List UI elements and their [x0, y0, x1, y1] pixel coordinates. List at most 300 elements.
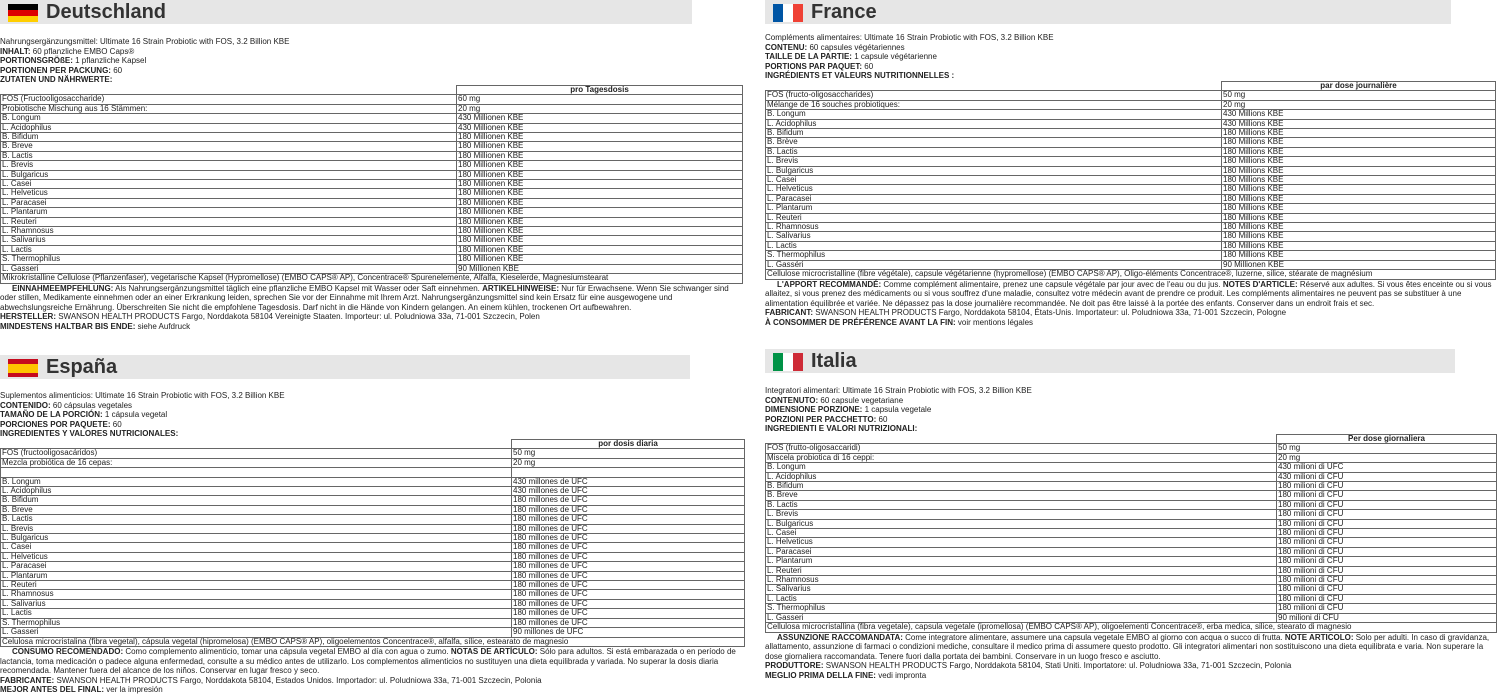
ingredient-cell: B. Bifidum [766, 482, 1277, 491]
table-header-row [1, 439, 745, 448]
table-row [766, 119, 1496, 128]
fact-line [0, 401, 745, 411]
table-row [1, 142, 743, 151]
table-row [766, 100, 1496, 109]
table-row [1, 581, 745, 590]
fact-line [765, 43, 1500, 53]
best-before-label: MINDESTENS HALTBAR BIS ENDE: [0, 321, 136, 331]
other-ingredients: Mikrokristalline Cellulose (Pflanzenfaser), vegetarische Kapsel (Hypromellose) (EMBO CAPS® AP), Concentrace® Spurenelemente, Alfalfa, Kieselerde, Magnesiumstearat [1, 274, 743, 283]
amount-cell: 180 Millionen KBE [457, 133, 743, 142]
amount-cell: 180 Millions KBE [1222, 194, 1496, 203]
amount-cell: 180 Millionen KBE [457, 170, 743, 179]
ingredient-cell: B. Longum [766, 110, 1222, 119]
usage-label: ASSUNZIONE RACCOMANDATA: [777, 632, 903, 642]
amount-cell: 180 Millions KBE [1222, 241, 1496, 250]
ingredient-cell: B. Lactis [766, 147, 1222, 156]
usage-value: Comme complément alimentaire, prenez une capsule végétale par jour avec de l'eau ou du jus. [881, 279, 1223, 289]
ingredient-cell: L. Rhamnosus [766, 576, 1277, 585]
ingredient-cell: L. Casei [766, 176, 1222, 185]
fact-label: CONTENIDO: [0, 400, 51, 410]
table-row [766, 566, 1497, 575]
table-row [1, 477, 745, 486]
amount-cell: 430 millones de UFC [512, 487, 745, 496]
fact-label: TAILLE DE LA PARTIE: [765, 52, 852, 62]
manufacturer-line [0, 676, 744, 686]
amount-cell: 180 Millionen KBE [457, 217, 743, 226]
table-row [766, 604, 1497, 613]
fact-label: INGREDIENTI E VALORI NUTRIZIONALI: [765, 424, 918, 434]
ingredient-cell: L. Reuteri [766, 566, 1277, 575]
ingredient-cell: FOS (Fructooligosaccharide) [1, 95, 457, 104]
fact-label: CONTENU: [765, 42, 808, 52]
table-row [1, 114, 743, 123]
table-row [766, 491, 1497, 500]
usage-label: L'APPORT RECOMMANDÉ: [777, 279, 882, 289]
amount-cell: 180 millones de UFC [512, 496, 745, 505]
ingredient-cell: L. Gasseri [766, 613, 1277, 622]
ingredient-cell: L. Paracasei [1, 562, 512, 571]
ingredient-cell: L. Helveticus [1, 552, 512, 561]
amount-cell: 20 mg [1222, 100, 1496, 109]
table-row [1, 515, 745, 524]
table-row [766, 510, 1497, 519]
panel-deutschland [0, 0, 745, 345]
table-row [766, 251, 1496, 260]
panel-title: España [46, 356, 118, 378]
ingredient-cell: L. Lactis [766, 241, 1222, 250]
table-row [766, 529, 1497, 538]
amount-cell: 180 Millionen KBE [457, 245, 743, 254]
ingredient-cell: L. Bulgaricus [1, 534, 512, 543]
table-row [766, 194, 1496, 203]
best-before-line [765, 671, 1496, 681]
usage-value: Als Nahrungsergänzungsmittel täglich eine pflanzliche EMBO Kapsel mit Wasser oder Saft einnehmen. [113, 283, 483, 293]
usage-value: Come integratore alimentare, assumere una capsula vegetale EMBO al giorno con acqua o succo di frutta. [902, 632, 1285, 642]
table-row [766, 260, 1496, 269]
ingredient-cell: S. Thermophilus [1, 618, 512, 627]
spain-flag-icon [8, 359, 38, 377]
table-row [1, 227, 743, 236]
nutrition-table [765, 434, 1497, 633]
amount-cell: 180 Millionen KBE [457, 180, 743, 189]
other-ingredients: Celulosa microcristalina (fibra vegetal), cápsula vegetal (hipromelosa) (EMBO CAPS® AP), oligoelementos Concentrace®, alfalfa, sílice, estearato de magnesio [1, 637, 745, 646]
table-row [1, 552, 745, 561]
best-before-value: vedi impronta [875, 670, 927, 680]
manufacturer-label: FABRICANTE: [0, 675, 55, 685]
table-row [766, 482, 1497, 491]
fact-line [765, 52, 1500, 62]
amount-cell: 180 milioni di CFU [1277, 585, 1497, 594]
ingredient-cell: L. Plantarum [1, 571, 512, 580]
table-row [1, 609, 745, 618]
table-row [766, 472, 1497, 481]
amount-cell: 180 Millionen KBE [457, 236, 743, 245]
table-row [1, 180, 743, 189]
usage-text [765, 280, 1495, 309]
nutrition-table [0, 439, 745, 647]
ingredient-cell: L. Paracasei [766, 547, 1277, 556]
ingredient-cell: L. Rhamnosus [1, 227, 457, 236]
ingredient-cell: L. Acidophilus [1, 123, 457, 132]
panel-header [765, 349, 1455, 373]
ingredient-cell: B. Lactis [1, 151, 457, 160]
ingredient-cell: L. Plantarum [766, 204, 1222, 213]
fact-line [765, 424, 1500, 434]
amount-cell: 180 Millions KBE [1222, 185, 1496, 194]
other-ingredients-row [1, 274, 743, 283]
france-flag-icon [773, 4, 803, 22]
other-ingredients-row [1, 637, 745, 646]
fact-label: DIMENSIONE PORZIONE: [765, 405, 863, 415]
fact-label: PORTIONEN PER PACKUNG: [0, 65, 111, 75]
ingredient-cell: S. Thermophilus [766, 604, 1277, 613]
ingredient-cell: L. Lactis [1, 245, 457, 254]
amount-cell: 180 milioni di CFU [1277, 566, 1497, 575]
amount-cell: 180 Millions KBE [1222, 129, 1496, 138]
ingredient-cell: Probiotische Mischung aus 16 Stämmen: [1, 104, 457, 113]
amount-cell: 180 milioni di CFU [1277, 500, 1497, 509]
ingredient-cell: L. Reuteri [766, 213, 1222, 222]
amount-cell: 180 Millionen KBE [457, 151, 743, 160]
table-row [1, 95, 743, 104]
manufacturer-value: SWANSON HEALTH PRODUCTS Fargo, Norddakota 58104, Stati Uniti. Importatore: ul. Poludniowa 33a, 71-001 Szczecin, Polonia [823, 661, 1292, 671]
ingredient-cell: S. Thermophilus [766, 251, 1222, 260]
amount-cell: 180 Millions KBE [1222, 204, 1496, 213]
ingredient-cell: L. Paracasei [1, 198, 457, 207]
amount-cell: 180 millones de UFC [512, 599, 745, 608]
ingredient-cell: L. Brevis [1, 161, 457, 170]
article-notes-value: Sólo para adultos. Si está embarazada o en período de lactancia, toma medicación o padece alguna enfermedad, consulte a su médico antes de utilizarlo. Los complementos alimenticios no sustituyen una dieta equilibrada y variada. No superar la dosis diaria recomendada. Mantener fuera del alcance de los niños. Conservar en lugar fresco y seco. [0, 646, 736, 676]
notes-block [765, 280, 1495, 328]
other-ingredients-row [766, 623, 1497, 632]
amount-cell: 180 millones de UFC [512, 515, 745, 524]
notes-block [765, 633, 1496, 681]
amount-cell: 180 milioni di CFU [1277, 594, 1497, 603]
amount-cell: 60 mg [457, 95, 743, 104]
table-row [766, 519, 1497, 528]
amount-cell: 430 millones de UFC [512, 477, 745, 486]
amount-cell: 180 Millionen KBE [457, 208, 743, 217]
table-row [1, 151, 743, 160]
manufacturer-line [765, 661, 1496, 671]
best-before-value: voir mentions légales [955, 317, 1034, 327]
fact-value: 1 capsula vegetale [862, 405, 932, 415]
manufacturer-value: SWANSON HEALTH PRODUCTS Fargo, Norddakota 58104, États-Unis. Importateur: ul. Poludniowa 33a, 71-001 Szczecin, Pologne [813, 308, 1287, 318]
ingredient-cell: L. Plantarum [766, 557, 1277, 566]
amount-cell: 180 milioni di CFU [1277, 482, 1497, 491]
table-row [1, 458, 745, 467]
germany-flag-icon [8, 4, 38, 22]
ingredient-cell: L. Rhamnosus [1, 590, 512, 599]
ingredient-cell: L. Brevis [1, 524, 512, 533]
notes-block [0, 647, 744, 695]
fact-label: ZUTATEN UND NÄHRWERTE: [0, 75, 113, 85]
table-row [766, 538, 1497, 547]
article-notes-label: NOTES D'ARTICLE: [1222, 279, 1298, 289]
amount-cell: 180 Millions KBE [1222, 166, 1496, 175]
best-before-label: À CONSOMMER DE PRÉFÉRENCE AVANT LA FIN: [765, 317, 956, 327]
table-row [766, 91, 1496, 100]
table-row [766, 176, 1496, 185]
amount-cell: 430 Millions KBE [1222, 119, 1496, 128]
fact-line [765, 405, 1500, 415]
table-row [1, 543, 745, 552]
fact-label: PORTIONSGRÖßE: [0, 56, 73, 66]
usage-text [0, 647, 744, 676]
table-row [1, 161, 743, 170]
article-notes-label: ARTIKELHINWEISE: [482, 283, 560, 293]
table-header-row [766, 434, 1497, 443]
ingredient-cell: L. Brevis [766, 157, 1222, 166]
best-before-label: MEJOR ANTES DEL FINAL: [0, 685, 105, 695]
fact-value: 60 pflanzliche EMBO Caps® [30, 46, 135, 56]
ingredient-cell: L. Gasséri [766, 260, 1222, 269]
amount-cell: 50 mg [512, 449, 745, 458]
italy-flag-icon [773, 353, 803, 371]
table-header-row [1, 85, 743, 94]
ingredient-cell: B. Lactis [1, 515, 512, 524]
table-row [766, 613, 1497, 622]
table-row [766, 147, 1496, 156]
table-row [1, 599, 745, 608]
table-row [1, 618, 745, 627]
amount-cell: 430 Millions KBE [1222, 110, 1496, 119]
fact-line [0, 429, 745, 439]
ingredient-cell: L. Acidophilus [766, 472, 1277, 481]
other-ingredients: Cellulosa microcristallina (fibra vegetale), capsula vegetale (ipromellosa) (EMBO CAPS® AP), oligoelementi Concentrace®, erba medica, silice, stearato di magnesio [766, 623, 1497, 632]
amount-cell: 180 millones de UFC [512, 581, 745, 590]
ingredient-cell: L. Reuteri [1, 217, 457, 226]
usage-label: CONSUMO RECOMENDADO: [12, 646, 124, 656]
table-row [1, 189, 743, 198]
ingredient-cell: L. Helveticus [766, 185, 1222, 194]
table-row [766, 241, 1496, 250]
amount-cell: 180 millones de UFC [512, 618, 745, 627]
table-row [766, 110, 1496, 119]
table-row [1, 264, 743, 273]
product-intro: Compléments alimentaires: Ultimate 16 Strain Probiotic with FOS, 3.2 Billion KBE [765, 33, 1054, 42]
amount-cell: 180 milioni di CFU [1277, 557, 1497, 566]
amount-cell: 180 milioni di CFU [1277, 604, 1497, 613]
nutrition-table [765, 81, 1496, 280]
table-row [766, 129, 1496, 138]
table-row [766, 453, 1497, 462]
article-notes-label: NOTAS DE ARTÍCULO: [450, 646, 538, 656]
ingredient-cell: L. Plantarum [1, 208, 457, 217]
table-row [766, 444, 1497, 453]
best-before-line [0, 322, 742, 332]
ingredient-cell: L. Acidophilus [766, 119, 1222, 128]
ingredient-cell: L. Helveticus [1, 189, 457, 198]
amount-cell: 180 millones de UFC [512, 543, 745, 552]
table-row [1, 524, 745, 533]
panel-italia [765, 349, 1500, 686]
ingredient-cell: Mezcla probiótica de 16 cepas: [1, 458, 512, 467]
notes-block [0, 284, 742, 332]
manufacturer-line [0, 312, 742, 322]
amount-cell: 180 milioni di CFU [1277, 547, 1497, 556]
fact-value: 1 pflanzliche Kapsel [72, 56, 147, 66]
ingredient-cell: L. Bulgaricus [1, 170, 457, 179]
table-row [1, 133, 743, 142]
fact-value: 60 capsule vegetariane [818, 395, 904, 405]
table-row [766, 585, 1497, 594]
ingredient-cell: L. Casei [766, 529, 1277, 538]
ingredient-cell: L. Gasseri [1, 264, 457, 273]
amount-cell: 180 milioni di CFU [1277, 510, 1497, 519]
table-row [766, 463, 1497, 472]
fact-value: 60 [110, 65, 123, 75]
ingredient-cell: Miscela probiotica di 16 ceppi: [766, 453, 1277, 462]
table-row [766, 576, 1497, 585]
amount-cell: 90 Millionen KBE [1222, 260, 1496, 269]
best-before-line [765, 318, 1495, 328]
table-row [1, 628, 745, 637]
table-row [1, 562, 745, 571]
amount-cell: 180 milioni di CFU [1277, 538, 1497, 547]
ingredient-cell: S. Thermophilus [1, 255, 457, 264]
manufacturer-label: PRODUTTORE: [765, 661, 824, 671]
fact-value: 1 capsule végétarienne [851, 52, 937, 62]
table-row [1, 198, 743, 207]
panel-title: Deutschland [46, 1, 167, 23]
fact-label: PORTIONS PAR PAQUET: [765, 61, 863, 71]
best-before-label: MEGLIO PRIMA DELLA FINE: [765, 670, 876, 680]
usage-text [0, 284, 742, 313]
fact-line [765, 62, 1500, 72]
amount-cell: 430 Millionen KBE [457, 114, 743, 123]
amount-cell: 180 millones de UFC [512, 505, 745, 514]
amount-cell: 180 Millionen KBE [457, 161, 743, 170]
fact-line [0, 47, 745, 57]
table-row [1, 496, 745, 505]
manufacturer-label: HERSTELLER: [0, 312, 56, 322]
ingredient-cell: B. Brève [766, 138, 1222, 147]
ingredient-cell: B. Breve [1, 505, 512, 514]
ingredient-cell: L. Bulgaricus [766, 519, 1277, 528]
fact-line [765, 415, 1500, 425]
panel-title: France [811, 1, 877, 23]
ingredient-cell [1, 468, 512, 477]
best-before-line [0, 685, 744, 695]
table-row [766, 157, 1496, 166]
table-row [766, 594, 1497, 603]
ingredient-cell: B. Longum [1, 477, 512, 486]
amount-cell: 90 millones de UFC [512, 628, 745, 637]
header-blank-cell [1, 439, 512, 448]
amount-cell: 180 Millions KBE [1222, 223, 1496, 232]
ingredient-cell: Mélange de 16 souches probiotiques: [766, 100, 1222, 109]
article-notes-label: NOTE ARTICOLO: [1284, 632, 1354, 642]
panel-header [0, 355, 690, 379]
table-row [1, 208, 743, 217]
amount-cell: 20 mg [457, 104, 743, 113]
ingredient-cell: L. Gasseri [1, 628, 512, 637]
amount-cell: 20 mg [512, 458, 745, 467]
amount-cell: 180 Millions KBE [1222, 157, 1496, 166]
best-before-value: ver la impresión [104, 685, 163, 695]
fact-value: 1 cápsula vegetal [102, 410, 168, 420]
manufacturer-line [765, 308, 1495, 318]
table-row [1, 104, 743, 113]
column-header: pro Tagesdosis [457, 85, 743, 94]
manufacturer-label: FABRICANT: [765, 308, 813, 318]
table-row [1, 217, 743, 226]
fact-label: PORCIONES POR PAQUETE: [0, 419, 111, 429]
amount-cell: 180 milioni di CFU [1277, 529, 1497, 538]
amount-cell: 180 millones de UFC [512, 609, 745, 618]
other-ingredients-row [766, 270, 1496, 279]
ingredient-cell: L. Paracasei [766, 194, 1222, 203]
article-notes-value: Nur für Erwachsene. Wenn Sie schwanger sind oder stillen, Medikamente einnehmen oder an einer Erkrankung leiden, sprechen Sie vor der Einnahme mit Ihrem Arzt. Nahrungsergänzungsmittel sind kein Ersatz für eine ausgewogene und abwechslungsreiche Ernährung. Überschreiten Sie nicht die empfohlene Tagesdosis. Darf nicht in die Hände von Kindern gelangen. An einem kühlen, trockenen Ort aufbewahren. [0, 283, 729, 312]
amount-cell: 180 Millions KBE [1222, 138, 1496, 147]
column-header: Per dose giornaliera [1277, 434, 1497, 443]
ingredient-cell: B. Breve [766, 491, 1277, 500]
fact-line [0, 56, 745, 66]
ingredient-cell: B. Breve [1, 142, 457, 151]
amount-cell: 180 Millionen KBE [457, 227, 743, 236]
amount-cell: 180 Millions KBE [1222, 213, 1496, 222]
header-blank-cell [766, 434, 1277, 443]
panel-france [765, 0, 1500, 345]
amount-cell: 430 Millionen KBE [457, 123, 743, 132]
fact-line [0, 410, 745, 420]
table-row [766, 557, 1497, 566]
panel-espana [0, 355, 745, 695]
table-row [766, 223, 1496, 232]
ingredient-cell: L. Salivarius [766, 585, 1277, 594]
amount-cell: 180 Millionen KBE [457, 198, 743, 207]
ingredient-cell: FOS (fructo-oligosaccharides) [766, 91, 1222, 100]
table-row [1, 255, 743, 264]
fact-label: INGRÉDIENTS ET VALEURS NUTRITIONNELLES : [765, 71, 955, 81]
amount-cell: 180 Millions KBE [1222, 147, 1496, 156]
amount-cell: 180 millones de UFC [512, 552, 745, 561]
fact-value: 60 [876, 414, 888, 424]
ingredient-cell: B. Bifidum [766, 129, 1222, 138]
amount-cell: 180 Millions KBE [1222, 251, 1496, 260]
amount-cell: 50 mg [1277, 444, 1497, 453]
panel-header [0, 0, 692, 24]
column-header: par dose journalière [1222, 81, 1496, 90]
amount-cell: 180 millones de UFC [512, 590, 745, 599]
amount-cell: 180 millones de UFC [512, 562, 745, 571]
ingredient-cell: B. Bifidum [1, 496, 512, 505]
ingredient-cell: L. Lactis [1, 609, 512, 618]
header-blank-cell [766, 81, 1222, 90]
ingredient-cell: B. Lactis [766, 500, 1277, 509]
amount-cell: 180 milioni di CFU [1277, 519, 1497, 528]
table-row [766, 138, 1496, 147]
product-intro: Suplementos alimenticios: Ultimate 16 Strain Probiotic with FOS, 3.2 Billion KBE [0, 391, 285, 400]
fact-line [765, 396, 1500, 406]
table-row [1, 590, 745, 599]
ingredient-cell: L. Acidophilus [1, 487, 512, 496]
table-row [766, 232, 1496, 241]
table-row [766, 213, 1496, 222]
column-header: por dosis diaria [512, 439, 745, 448]
ingredient-cell: L. Casei [1, 180, 457, 189]
fact-label: INGREDIENTES Y VALORES NUTRICIONALES: [0, 429, 179, 439]
ingredient-cell: FOS (frutto-oligosaccaridi) [766, 444, 1277, 453]
table-header-row [766, 81, 1496, 90]
amount-cell: 50 mg [1222, 91, 1496, 100]
fact-label: CONTENUTO: [765, 395, 819, 405]
table-row [1, 170, 743, 179]
amount-cell: 180 millones de UFC [512, 524, 745, 533]
amount-cell: 180 Millionen KBE [457, 255, 743, 264]
amount-cell: 180 Millions KBE [1222, 176, 1496, 185]
